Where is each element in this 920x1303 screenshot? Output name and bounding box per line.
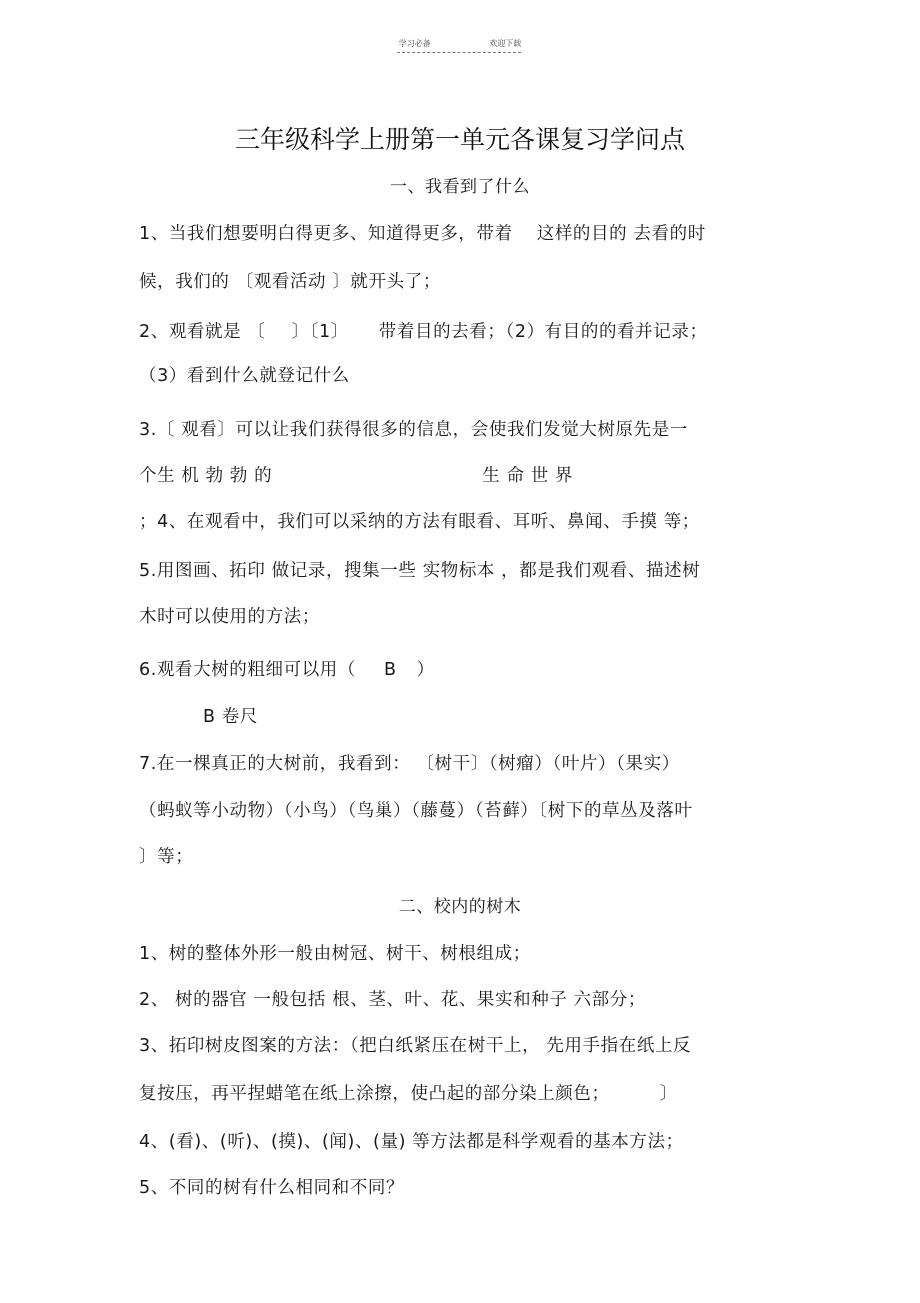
paragraph-line [139, 462, 573, 487]
text-span: 带着目的去看；（2）有目的的看并记录； [378, 322, 708, 342]
paragraph-line: 4、(看)、(听)、(摸)、(闻)、(量) 等方法都是科学观看的基本方法； [139, 1132, 684, 1152]
paragraph-line [139, 318, 708, 343]
text-span: 这样的目的 去看的时 [536, 224, 706, 244]
paragraph-line: 候，我们的 〔观看活动 〕就开头了； [139, 272, 441, 292]
paragraph-line: 7.在一棵真正的大树前，我看到： 〔树干〕（树瘤）（叶片）（果实） [139, 754, 680, 774]
paragraph-line [139, 1080, 678, 1105]
text-span: 2、观看就是 〔 [139, 322, 266, 342]
paragraph-line: B 卷尺 [203, 707, 258, 727]
paragraph-line: ；4、在观看中，我们可以采纳的方法有眼看、耳听、鼻闻、手摸 等； [139, 512, 700, 532]
section-heading-2: 二、校内的树木 [398, 897, 522, 917]
text-span: 个生 机 勃 勃 的 [139, 466, 273, 486]
paragraph-line: 5.用图画、拓印 做记录，搜集一些 实物标本 ，都是我们观看、描述树 [139, 561, 701, 581]
paragraph-line: 1、树的整体外形一般由树冠、树干、树根组成； [139, 944, 531, 964]
paragraph-line: 2、 树的器官 一般包括 根、茎、叶、花、果实和种子 六部分； [139, 990, 646, 1010]
header-right-text: 欢迎下载 [489, 39, 522, 48]
text-span: 1、当我们想要明白得更多、知道得更多，带着 [139, 224, 513, 244]
section-heading-1: 一、我看到了什么 [390, 177, 530, 197]
text-span: 〕 [659, 1084, 678, 1104]
paragraph-line: 〕等； [139, 847, 194, 867]
paragraph-line: 3、拓印树皮图案的方法：（把白纸紧压在树干上， 先用手指在纸上反 [139, 1036, 692, 1056]
text-span: 生 命 世 界 [482, 466, 574, 486]
header-divider [397, 52, 521, 53]
paragraph-line: 3.〔 观看〕可以让我们获得很多的信息，会使我们发觉大树原先是一 [139, 420, 688, 440]
paragraph-line [139, 220, 706, 245]
page-title: 三年级科学上册第一单元各课复习学问点 [234, 125, 685, 154]
page-header [0, 38, 920, 49]
text-span: 6.观看大树的粗细可以用（ [139, 660, 356, 680]
paragraph-line: （3）看到什么就登记什么 [139, 366, 350, 386]
text-span: 复按压，再平捏蜡笔在纸上涂擦，使凸起的部分染上颜色； [139, 1084, 610, 1104]
answer-text: B [384, 660, 397, 680]
paragraph-line: （蚂蚁等小动物）（小鸟）（鸟巢）（藤蔓）（苔藓）〔树下的草丛及落叶 [139, 801, 693, 821]
header-left-text: 学习必备 [398, 39, 431, 48]
paragraph-line [139, 656, 435, 681]
paragraph-line: 木时可以使用的方法； [139, 607, 320, 627]
text-span: 〕〔1〕 [291, 322, 349, 342]
text-span: ） [416, 660, 435, 680]
paragraph-line: 5、不同的树有什么相同和不同？ [139, 1178, 405, 1198]
